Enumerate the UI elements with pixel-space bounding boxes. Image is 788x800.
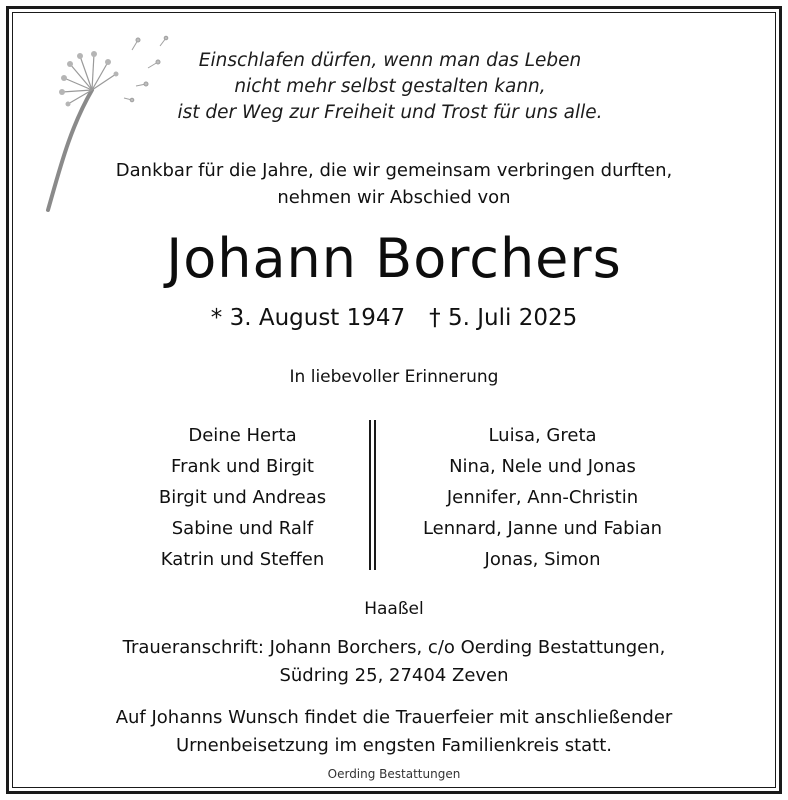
- address-line: Traueranschrift: Johann Borchers, c/o Oerding Bestattungen,: [122, 637, 666, 658]
- mourner-name: Luisa, Greta: [488, 425, 597, 446]
- mourners-right: [400, 420, 685, 575]
- column-divider: [374, 420, 376, 570]
- note-line: Urnenbeisetzung im engsten Familienkreis statt.: [175, 735, 613, 756]
- death-date: † 5. Juli 2025: [429, 305, 578, 331]
- quote-line: ist der Weg zur Freiheit und Trost für uns alle.: [177, 102, 603, 123]
- address-line: Südring 25, 27404 Zeven: [279, 665, 509, 686]
- mourner-name: Lennard, Janne und Fabian: [422, 518, 663, 539]
- intro-line: Dankbar für die Jahre, die wir gemeinsam verbringen durften,: [115, 160, 673, 181]
- birth-date: * 3. August 1947: [210, 305, 406, 331]
- memory-line: In liebevoller Erinnerung: [289, 367, 499, 387]
- life-dates: [0, 302, 788, 334]
- mourning-address: [0, 634, 788, 690]
- quote-line: Einschlafen dürfen, wenn man das Leben: [198, 50, 582, 71]
- column-divider: [369, 420, 371, 570]
- note-line: Auf Johanns Wunsch findet die Trauerfeier mit anschließender: [115, 707, 673, 728]
- mourner-name: Sabine und Ralf: [171, 518, 314, 539]
- quote: [160, 48, 620, 126]
- mourner-name: Katrin und Steffen: [160, 549, 325, 570]
- intro-text: [0, 157, 788, 211]
- mourner-name: Jennifer, Ann-Christin: [446, 487, 639, 508]
- mourner-name: Jonas, Simon: [484, 549, 601, 570]
- mourner-name: Frank und Birgit: [171, 456, 314, 477]
- intro-line: nehmen wir Abschied von: [277, 187, 511, 208]
- place-name: Haaßel: [364, 599, 424, 619]
- deceased-name: Johann Borchers: [166, 227, 622, 290]
- mourner-name: Nina, Nele und Jonas: [449, 456, 636, 477]
- mourners-left: [130, 420, 355, 575]
- funeral-home-credit: Oerding Bestattungen: [327, 767, 461, 781]
- mourner-name: Deine Herta: [188, 425, 297, 446]
- quote-line: nicht mehr selbst gestalten kann,: [234, 76, 546, 97]
- funeral-note: [0, 704, 788, 760]
- mourner-name: Birgit und Andreas: [158, 487, 327, 508]
